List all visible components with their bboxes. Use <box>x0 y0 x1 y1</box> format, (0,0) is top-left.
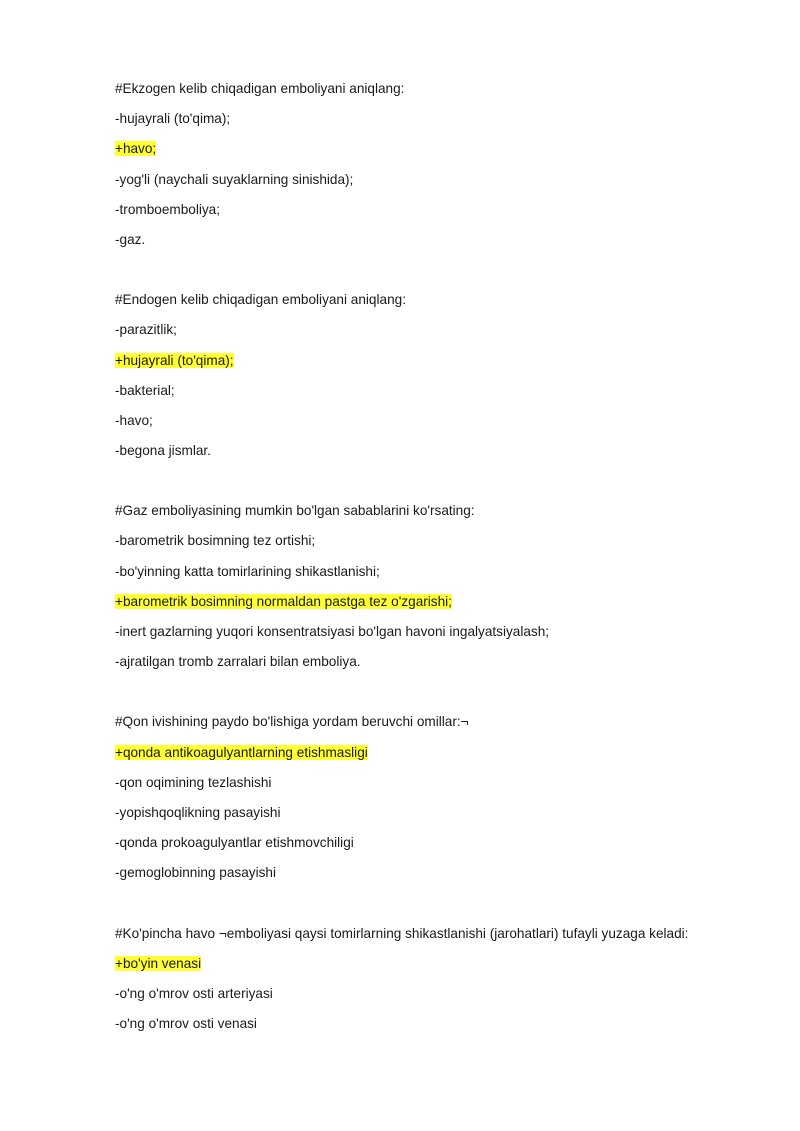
answer-option: -yopishqoqlikning pasayishi <box>115 804 281 820</box>
question-block <box>115 285 755 466</box>
question-text: #Endogen kelib chiqadigan emboliyani aniqlang: <box>115 292 406 308</box>
answer-option: -ajratilgan tromb zarralari bilan emboliya. <box>115 654 361 670</box>
answer-option: -qonda prokoagulyantlar etishmovchiligi <box>115 835 354 851</box>
question-text: #Gaz emboliyasining mumkin bo'lgan sabablarini ko'rsating: <box>115 503 475 519</box>
question-text: #Qon ivishining paydo bo'lishiga yordam beruvchi omillar:¬ <box>115 714 469 730</box>
correct-answer-option: +bo'yin venasi <box>115 955 202 971</box>
answer-option: -qon oqimining tezlashishi <box>115 774 272 790</box>
document-content <box>115 74 755 1069</box>
answer-option: -bakterial; <box>115 382 175 398</box>
answer-option: -tromboemboliya; <box>115 201 221 217</box>
correct-answer-option: +havo; <box>115 141 157 157</box>
answer-option: -havo; <box>115 412 153 428</box>
answer-option: -inert gazlarning yuqori konsentratsiyasi bo'lgan havoni ingalyatsiyalash; <box>115 624 550 639</box>
question-text: #Ekzogen kelib chiqadigan emboliyani aniqlang: <box>115 81 405 96</box>
answer-option: -gaz. <box>115 231 146 247</box>
question-block <box>115 496 755 677</box>
correct-answer-option: +qonda antikoagulyantlarning etishmasligi <box>115 744 368 760</box>
answer-option: -barometrik bosimning tez ortishi; <box>115 533 316 549</box>
question-text: #Ko'pincha havo ¬emboliyasi qaysi tomirlarning shikastlanishi (jarohatlari) tufayli yuzaga keladi: <box>115 925 689 941</box>
answer-option: -o'ng o'mrov osti arteriyasi <box>115 985 273 1001</box>
answer-option: -begona jismlar. <box>115 443 211 459</box>
answer-option: -gemoglobinning pasayishi <box>115 865 276 881</box>
answer-option: -yog'li (naychali suyaklarning sinishida); <box>115 171 354 187</box>
answer-option: -o'ng o'mrov osti venasi <box>115 1016 257 1032</box>
answer-option: -bo'yinning katta tomirlarining shikastlanishi; <box>115 563 380 579</box>
correct-answer-option: +barometrik bosimning normaldan pastga tez o'zgarishi; <box>115 593 452 609</box>
question-block <box>115 74 755 255</box>
correct-answer-option: +hujayrali (to'qima); <box>115 352 234 368</box>
question-block <box>115 707 755 888</box>
answer-option: -hujayrali (to'qima); <box>115 111 231 127</box>
question-block <box>115 919 755 1040</box>
answer-option: -parazitlik; <box>115 322 177 338</box>
